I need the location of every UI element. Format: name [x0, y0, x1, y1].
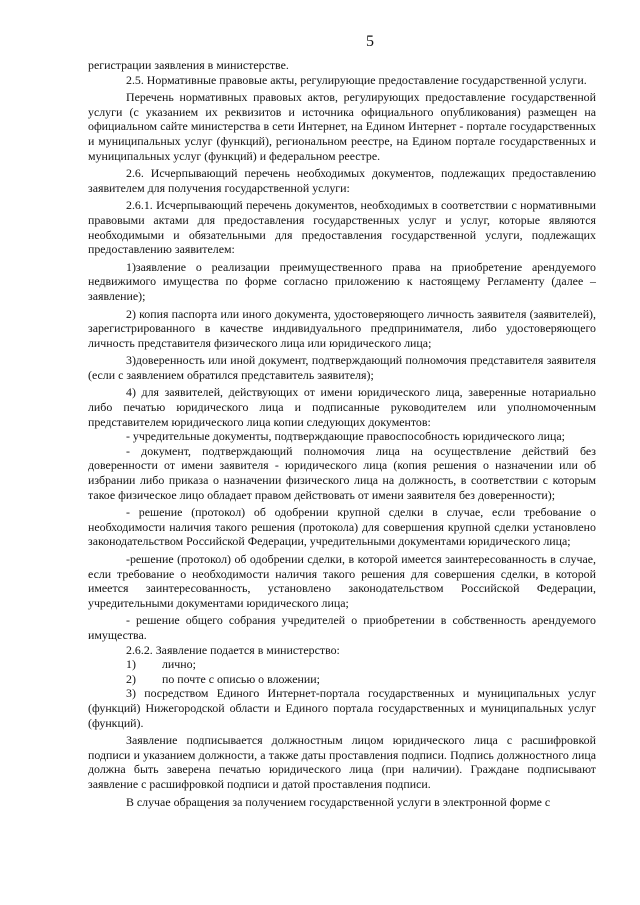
- list-number: 2): [126, 671, 136, 686]
- list-item-4-legal-entity-documents: 4) для заявителей, действующих от имени юридического лица, заверенные нотариально либо печатью юридического лица и подписанные руководителем или уполномоченным представителем юридического лица копии следующих документов:: [88, 385, 596, 429]
- paragraph-electronic-form: В случае обращения за получением государственной услуги в электронной форме с: [126, 794, 551, 809]
- paragraph-signature-requirements: Заявление подписывается должностным лицом юридического лица с расшифровкой подписи и указанием должности, а также даты проставления подписи. Подпись должностного лица должна быть заверена печатью юридического лица (при наличии). Граждане подписывают заявление с расшифровкой подписи и датой проставления подписи.: [88, 733, 596, 791]
- section-2-5-heading: 2.5. Нормативные правовые акты, регулирующие предоставление государственной услуги.: [126, 72, 587, 87]
- list-number: 1): [126, 657, 136, 672]
- section-2-6-heading: 2.6. Исчерпывающий перечень необходимых документов, подлежащих предоставлению заявителем для получения государственной услуги:: [88, 166, 596, 195]
- list-item-2-passport: 2) копия паспорта или иного документа, удостоверяющего личность заявителя (заявителей), зарегистрированного в качестве индивидуального предпринимателя, либо удостоверяющего личность представителя физического лица или юридического лица;: [88, 306, 596, 350]
- list-text: лично;: [162, 657, 196, 672]
- dash-item-founders-meeting: - решение общего собрания учредителей о приобретении в собственность арендуемого имущества.: [88, 613, 596, 642]
- page-number: 5: [366, 33, 374, 50]
- section-2-6-2: 2.6.2. Заявление подается в министерство:: [126, 642, 340, 657]
- list-item-1-application: 1)заявление о реализации преимущественного права на приобретение арендуемого недвижимого имущества по форме согласно приложению к настоящему Регламенту (далее – заявление);: [88, 259, 596, 303]
- list-text: по почте с описью о вложении;: [162, 671, 320, 686]
- paragraph-continuation: регистрации заявления в министерстве.: [88, 58, 289, 72]
- dash-item-authority-document: - документ, подтверждающий полномочия лица на осуществление действий без доверенности от имени заявителя - юридического лица (копия решения о назначении или об избрании либо приказа о назначении физического лица на должность, в соответствии с которым такое физическое лицо обладает правом действовать от имени заявителя без доверенности);: [88, 443, 596, 502]
- document-body: [88, 58, 596, 809]
- dash-item-major-transaction: - решение (протокол) об одобрении крупной сделки в случае, если требование о необходимости наличия такого решения (протокола) для совершения крупной сделки установлено законодательством Российской Федерации, учредительными документами юридического лица;: [88, 505, 596, 549]
- submission-method-portal: 3) посредством Единого Интернет-портала государственных и муниципальных услуг (функций) Нижегородской области и Единого портала государственных и муниципальных услуг (функций).: [88, 686, 596, 730]
- submission-method-mail: [88, 672, 596, 687]
- paragraph-legal-acts-list: Перечень нормативных правовых актов, регулирующих предоставление государственной услуги (с указанием их реквизитов и источника официального опубликования) размещен на официальном сайте министерства в сети Интернет, на Едином Интернет - портале государственных и муниципальных услуг (функций), региональном реестре, на Едином портале государственных и муниципальных услуг (функций) и федеральном реестре.: [88, 90, 596, 163]
- section-2-6-1: 2.6.1. Исчерпывающий перечень документов, необходимых в соответствии с нормативными правовыми актами для предоставления государственных услуг и услуг, которые являются необходимыми и обязательными для предоставления государственной услуги, подлежащих предоставлению заявителем:: [88, 198, 596, 257]
- list-item-3-power-of-attorney: 3)доверенность или иной документ, подтверждающий полномочия представителя заявителя (если с заявлением обратился представитель заявителя);: [88, 353, 596, 382]
- submission-method-in-person: [88, 657, 596, 672]
- dash-item-interested-transaction: -решение (протокол) об одобрении сделки, в которой имеется заинтересованность в случае, если требование о необходимости наличия такого решения для совершения сделки, в которой имеется заинтересованность, установлено законодательством Российской Федерации, учредительными документами юридического лица;: [88, 552, 596, 610]
- dash-item-founding-documents: - учредительные документы, подтверждающие правоспособность юридического лица;: [126, 429, 565, 444]
